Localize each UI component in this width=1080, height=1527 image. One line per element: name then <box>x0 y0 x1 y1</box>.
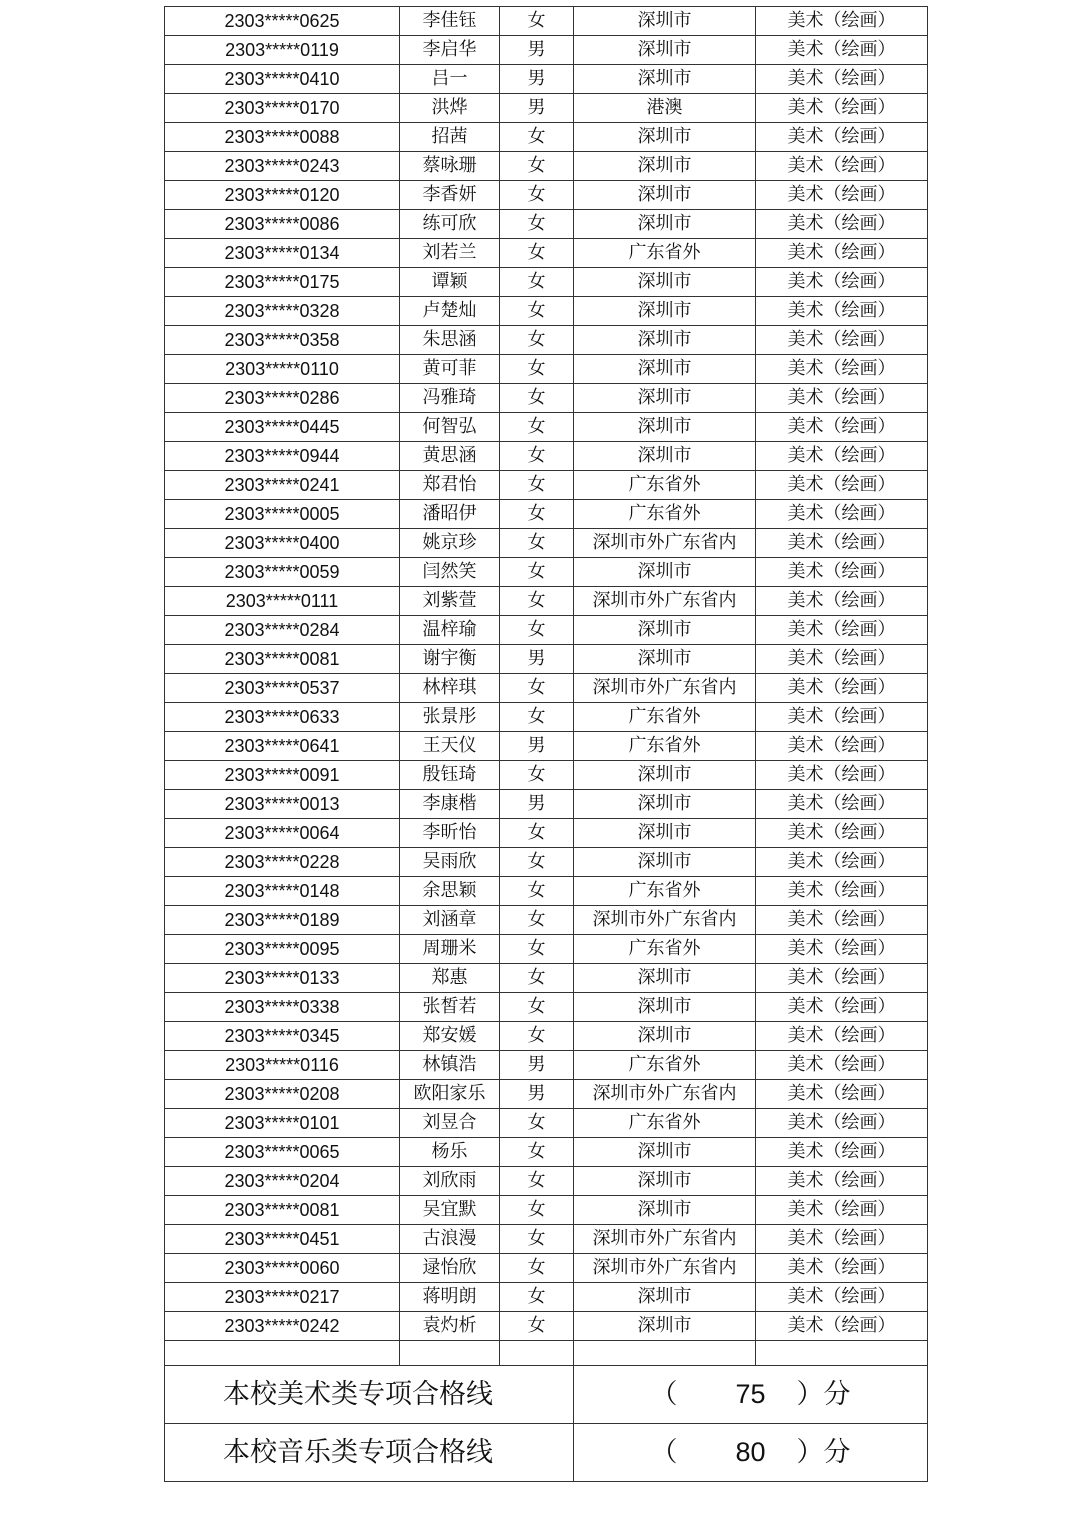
table-row <box>165 848 928 877</box>
gender-cell: 女 <box>500 1138 574 1167</box>
region-cell: 深圳市 <box>574 964 756 993</box>
category-cell: 美术（绘画） <box>756 442 928 471</box>
gender-cell: 女 <box>500 558 574 587</box>
table-row <box>165 297 928 326</box>
gender-cell: 女 <box>500 297 574 326</box>
region-cell: 广东省外 <box>574 703 756 732</box>
category-cell: 美术（绘画） <box>756 964 928 993</box>
gender-cell: 女 <box>500 210 574 239</box>
category-cell: 美术（绘画） <box>756 790 928 819</box>
table-row <box>165 471 928 500</box>
gender-cell: 女 <box>500 384 574 413</box>
region-cell: 深圳市 <box>574 761 756 790</box>
region-cell: 深圳市 <box>574 993 756 1022</box>
table-row <box>165 1080 928 1109</box>
student-id-cell: 2303*****0345 <box>165 1022 400 1051</box>
table-row <box>165 674 928 703</box>
category-cell: 美术（绘画） <box>756 877 928 906</box>
table-row <box>165 1022 928 1051</box>
category-cell: 美术（绘画） <box>756 1196 928 1225</box>
student-id-cell: 2303*****0625 <box>165 7 400 36</box>
student-id-cell: 2303*****0286 <box>165 384 400 413</box>
region-cell: 广东省外 <box>574 935 756 964</box>
student-name-cell: 刘若兰 <box>400 239 500 268</box>
student-id-cell: 2303*****0081 <box>165 645 400 674</box>
table-row <box>165 1225 928 1254</box>
category-cell: 美术（绘画） <box>756 674 928 703</box>
gender-cell: 女 <box>500 1225 574 1254</box>
student-name-cell: 吕一 <box>400 65 500 94</box>
gender-cell: 女 <box>500 123 574 152</box>
music-passing-line-score-cell <box>574 1424 928 1482</box>
category-cell: 美术（绘画） <box>756 471 928 500</box>
category-cell: 美术（绘画） <box>756 210 928 239</box>
table-row <box>165 65 928 94</box>
region-cell: 深圳市 <box>574 558 756 587</box>
region-cell: 深圳市 <box>574 442 756 471</box>
student-id-cell: 2303*****0081 <box>165 1196 400 1225</box>
table-row <box>165 645 928 674</box>
category-cell: 美术（绘画） <box>756 1109 928 1138</box>
student-id-cell: 2303*****0110 <box>165 355 400 384</box>
student-id-cell: 2303*****0013 <box>165 790 400 819</box>
student-id-cell: 2303*****0328 <box>165 297 400 326</box>
gender-cell: 女 <box>500 964 574 993</box>
table-row <box>165 413 928 442</box>
student-name-cell: 朱思涵 <box>400 326 500 355</box>
student-name-cell: 林梓琪 <box>400 674 500 703</box>
table-row <box>165 7 928 36</box>
table-row <box>165 181 928 210</box>
table-row <box>165 703 928 732</box>
student-name-cell: 温梓瑜 <box>400 616 500 645</box>
blank-cell <box>756 1341 928 1366</box>
region-cell: 深圳市 <box>574 1022 756 1051</box>
student-id-cell: 2303*****0170 <box>165 94 400 123</box>
gender-cell: 女 <box>500 152 574 181</box>
table-row <box>165 1109 928 1138</box>
category-cell: 美术（绘画） <box>756 297 928 326</box>
student-id-cell: 2303*****0088 <box>165 123 400 152</box>
region-cell: 深圳市 <box>574 123 756 152</box>
category-cell: 美术（绘画） <box>756 1225 928 1254</box>
region-cell: 深圳市外广东省内 <box>574 1225 756 1254</box>
table-row <box>165 123 928 152</box>
close-paren-unit: ）分 <box>796 1437 851 1468</box>
student-name-cell: 欧阳家乐 <box>400 1080 500 1109</box>
gender-cell: 女 <box>500 1109 574 1138</box>
student-id-cell: 2303*****0241 <box>165 471 400 500</box>
student-id-cell: 2303*****0086 <box>165 210 400 239</box>
blank-cell <box>165 1341 400 1366</box>
qualified-list-table <box>164 6 928 1482</box>
category-cell: 美术（绘画） <box>756 268 928 297</box>
category-cell: 美术（绘画） <box>756 413 928 442</box>
gender-cell: 女 <box>500 442 574 471</box>
student-id-cell: 2303*****0148 <box>165 877 400 906</box>
student-name-cell: 杨乐 <box>400 1138 500 1167</box>
category-cell: 美术（绘画） <box>756 1138 928 1167</box>
table-row <box>165 1196 928 1225</box>
region-cell: 深圳市外广东省内 <box>574 674 756 703</box>
table-row <box>165 935 928 964</box>
category-cell: 美术（绘画） <box>756 529 928 558</box>
student-name-cell: 袁灼析 <box>400 1312 500 1341</box>
student-id-cell: 2303*****0633 <box>165 703 400 732</box>
gender-cell: 女 <box>500 1167 574 1196</box>
region-cell: 深圳市 <box>574 181 756 210</box>
gender-cell: 女 <box>500 819 574 848</box>
table-row <box>165 239 928 268</box>
music-passing-line-row <box>165 1424 928 1482</box>
student-id-cell: 2303*****0064 <box>165 819 400 848</box>
student-name-cell: 林镇浩 <box>400 1051 500 1080</box>
open-paren: （ <box>650 1437 678 1468</box>
table-row <box>165 877 928 906</box>
table-row <box>165 790 928 819</box>
student-name-cell: 闫然笑 <box>400 558 500 587</box>
student-name-cell: 逯怡欣 <box>400 1254 500 1283</box>
gender-cell: 女 <box>500 848 574 877</box>
region-cell: 深圳市 <box>574 326 756 355</box>
student-name-cell: 洪烨 <box>400 94 500 123</box>
student-id-cell: 2303*****0338 <box>165 993 400 1022</box>
student-id-cell: 2303*****0228 <box>165 848 400 877</box>
gender-cell: 女 <box>500 268 574 297</box>
student-id-cell: 2303*****0005 <box>165 500 400 529</box>
student-name-cell: 姚京珍 <box>400 529 500 558</box>
student-name-cell: 吴宜默 <box>400 1196 500 1225</box>
table-row <box>165 94 928 123</box>
student-name-cell: 谭颖 <box>400 268 500 297</box>
category-cell: 美术（绘画） <box>756 732 928 761</box>
region-cell: 深圳市 <box>574 268 756 297</box>
student-name-cell: 练可欣 <box>400 210 500 239</box>
student-name-cell: 李昕怡 <box>400 819 500 848</box>
student-name-cell: 黄思涵 <box>400 442 500 471</box>
category-cell: 美术（绘画） <box>756 1022 928 1051</box>
gender-cell: 女 <box>500 7 574 36</box>
category-cell: 美术（绘画） <box>756 1254 928 1283</box>
student-id-cell: 2303*****0101 <box>165 1109 400 1138</box>
student-name-cell: 周珊米 <box>400 935 500 964</box>
category-cell: 美术（绘画） <box>756 993 928 1022</box>
gender-cell: 女 <box>500 1283 574 1312</box>
table-row <box>165 1254 928 1283</box>
category-cell: 美术（绘画） <box>756 500 928 529</box>
student-id-cell: 2303*****0641 <box>165 732 400 761</box>
gender-cell: 女 <box>500 500 574 529</box>
gender-cell: 男 <box>500 1051 574 1080</box>
student-name-cell: 何智弘 <box>400 413 500 442</box>
region-cell: 深圳市 <box>574 1283 756 1312</box>
region-cell: 深圳市 <box>574 1138 756 1167</box>
table-row <box>165 587 928 616</box>
open-paren: （ <box>650 1379 678 1410</box>
region-cell: 广东省外 <box>574 877 756 906</box>
blank-cell <box>500 1341 574 1366</box>
category-cell: 美术（绘画） <box>756 123 928 152</box>
student-name-cell: 李启华 <box>400 36 500 65</box>
blank-row <box>165 1341 928 1366</box>
category-cell: 美术（绘画） <box>756 239 928 268</box>
student-id-cell: 2303*****0537 <box>165 674 400 703</box>
student-id-cell: 2303*****0059 <box>165 558 400 587</box>
student-name-cell: 郑惠 <box>400 964 500 993</box>
student-name-cell: 郑安媛 <box>400 1022 500 1051</box>
region-cell: 深圳市 <box>574 210 756 239</box>
student-name-cell: 张皙若 <box>400 993 500 1022</box>
table-row <box>165 529 928 558</box>
category-cell: 美术（绘画） <box>756 935 928 964</box>
student-name-cell: 卢楚灿 <box>400 297 500 326</box>
gender-cell: 女 <box>500 703 574 732</box>
blank-cell <box>574 1341 756 1366</box>
gender-cell: 女 <box>500 674 574 703</box>
table-row <box>165 964 928 993</box>
category-cell: 美术（绘画） <box>756 819 928 848</box>
category-cell: 美术（绘画） <box>756 906 928 935</box>
category-cell: 美术（绘画） <box>756 1051 928 1080</box>
region-cell: 深圳市 <box>574 297 756 326</box>
gender-cell: 女 <box>500 1196 574 1225</box>
gender-cell: 女 <box>500 181 574 210</box>
region-cell: 深圳市 <box>574 616 756 645</box>
gender-cell: 女 <box>500 993 574 1022</box>
region-cell: 广东省外 <box>574 500 756 529</box>
student-name-cell: 李香妍 <box>400 181 500 210</box>
student-name-cell: 招茜 <box>400 123 500 152</box>
art-passing-score: 75 <box>735 1379 766 1409</box>
region-cell: 广东省外 <box>574 239 756 268</box>
student-name-cell: 古浪漫 <box>400 1225 500 1254</box>
category-cell: 美术（绘画） <box>756 848 928 877</box>
student-name-cell: 吴雨欣 <box>400 848 500 877</box>
student-id-cell: 2303*****0095 <box>165 935 400 964</box>
category-cell: 美术（绘画） <box>756 7 928 36</box>
table-row <box>165 1167 928 1196</box>
table-row <box>165 1312 928 1341</box>
region-cell: 深圳市外广东省内 <box>574 1080 756 1109</box>
region-cell: 深圳市 <box>574 355 756 384</box>
gender-cell: 女 <box>500 935 574 964</box>
student-id-cell: 2303*****0451 <box>165 1225 400 1254</box>
student-name-cell: 余思颖 <box>400 877 500 906</box>
region-cell: 深圳市 <box>574 65 756 94</box>
category-cell: 美术（绘画） <box>756 1080 928 1109</box>
region-cell: 深圳市 <box>574 645 756 674</box>
category-cell: 美术（绘画） <box>756 558 928 587</box>
region-cell: 深圳市 <box>574 848 756 877</box>
student-id-cell: 2303*****0091 <box>165 761 400 790</box>
region-cell: 广东省外 <box>574 471 756 500</box>
student-id-cell: 2303*****0208 <box>165 1080 400 1109</box>
student-name-cell: 蒋明朗 <box>400 1283 500 1312</box>
student-name-cell: 郑君怡 <box>400 471 500 500</box>
category-cell: 美术（绘画） <box>756 1312 928 1341</box>
table-row <box>165 355 928 384</box>
category-cell: 美术（绘画） <box>756 616 928 645</box>
student-id-cell: 2303*****0189 <box>165 906 400 935</box>
student-name-cell: 刘欣雨 <box>400 1167 500 1196</box>
student-id-cell: 2303*****0119 <box>165 36 400 65</box>
student-id-cell: 2303*****0242 <box>165 1312 400 1341</box>
gender-cell: 男 <box>500 94 574 123</box>
gender-cell: 女 <box>500 1022 574 1051</box>
region-cell: 广东省外 <box>574 1051 756 1080</box>
region-cell: 深圳市 <box>574 819 756 848</box>
category-cell: 美术（绘画） <box>756 384 928 413</box>
table-row <box>165 1283 928 1312</box>
student-id-cell: 2303*****0204 <box>165 1167 400 1196</box>
student-name-cell: 王天仪 <box>400 732 500 761</box>
art-passing-line-label: 本校美术类专项合格线 <box>165 1366 574 1424</box>
category-cell: 美术（绘画） <box>756 36 928 65</box>
gender-cell: 女 <box>500 1254 574 1283</box>
table-row <box>165 616 928 645</box>
category-cell: 美术（绘画） <box>756 355 928 384</box>
student-id-cell: 2303*****0944 <box>165 442 400 471</box>
gender-cell: 男 <box>500 36 574 65</box>
student-name-cell: 黄可菲 <box>400 355 500 384</box>
table-row <box>165 732 928 761</box>
art-passing-line-row <box>165 1366 928 1424</box>
region-cell: 港澳 <box>574 94 756 123</box>
table-row <box>165 268 928 297</box>
region-cell: 深圳市外广东省内 <box>574 906 756 935</box>
gender-cell: 女 <box>500 1312 574 1341</box>
table-row <box>165 152 928 181</box>
student-id-cell: 2303*****0111 <box>165 587 400 616</box>
table-row <box>165 500 928 529</box>
region-cell: 深圳市外广东省内 <box>574 587 756 616</box>
student-id-cell: 2303*****0358 <box>165 326 400 355</box>
table-row <box>165 384 928 413</box>
gender-cell: 男 <box>500 65 574 94</box>
table-row <box>165 558 928 587</box>
gender-cell: 女 <box>500 355 574 384</box>
gender-cell: 女 <box>500 616 574 645</box>
student-id-cell: 2303*****0284 <box>165 616 400 645</box>
close-paren-unit: ）分 <box>796 1379 851 1410</box>
category-cell: 美术（绘画） <box>756 1167 928 1196</box>
region-cell: 深圳市外广东省内 <box>574 529 756 558</box>
gender-cell: 女 <box>500 587 574 616</box>
table-row <box>165 326 928 355</box>
region-cell: 广东省外 <box>574 1109 756 1138</box>
student-id-cell: 2303*****0060 <box>165 1254 400 1283</box>
table-row <box>165 1138 928 1167</box>
table-row <box>165 36 928 65</box>
region-cell: 深圳市 <box>574 1167 756 1196</box>
student-id-cell: 2303*****0120 <box>165 181 400 210</box>
music-passing-line-label: 本校音乐类专项合格线 <box>165 1424 574 1482</box>
table-row <box>165 993 928 1022</box>
student-name-cell: 殷钰琦 <box>400 761 500 790</box>
category-cell: 美术（绘画） <box>756 645 928 674</box>
student-name-cell: 刘昱合 <box>400 1109 500 1138</box>
gender-cell: 女 <box>500 326 574 355</box>
music-passing-score: 80 <box>735 1437 766 1467</box>
student-id-cell: 2303*****0133 <box>165 964 400 993</box>
gender-cell: 女 <box>500 761 574 790</box>
student-id-cell: 2303*****0400 <box>165 529 400 558</box>
region-cell: 深圳市 <box>574 152 756 181</box>
region-cell: 深圳市 <box>574 36 756 65</box>
category-cell: 美术（绘画） <box>756 587 928 616</box>
table-row <box>165 761 928 790</box>
category-cell: 美术（绘画） <box>756 703 928 732</box>
gender-cell: 女 <box>500 413 574 442</box>
region-cell: 深圳市 <box>574 790 756 819</box>
student-id-cell: 2303*****0410 <box>165 65 400 94</box>
gender-cell: 女 <box>500 877 574 906</box>
gender-cell: 女 <box>500 471 574 500</box>
gender-cell: 女 <box>500 906 574 935</box>
student-name-cell: 李康楷 <box>400 790 500 819</box>
region-cell: 深圳市 <box>574 7 756 36</box>
category-cell: 美术（绘画） <box>756 326 928 355</box>
category-cell: 美术（绘画） <box>756 1283 928 1312</box>
table-row <box>165 1051 928 1080</box>
student-name-cell: 刘紫萱 <box>400 587 500 616</box>
gender-cell: 女 <box>500 529 574 558</box>
gender-cell: 女 <box>500 239 574 268</box>
category-cell: 美术（绘画） <box>756 181 928 210</box>
gender-cell: 男 <box>500 645 574 674</box>
student-name-cell: 潘昭伊 <box>400 500 500 529</box>
category-cell: 美术（绘画） <box>756 152 928 181</box>
student-id-cell: 2303*****0175 <box>165 268 400 297</box>
table-row <box>165 442 928 471</box>
gender-cell: 男 <box>500 790 574 819</box>
student-name-cell: 张景彤 <box>400 703 500 732</box>
category-cell: 美术（绘画） <box>756 761 928 790</box>
student-name-cell: 谢宇衡 <box>400 645 500 674</box>
table-row <box>165 819 928 848</box>
table-row <box>165 210 928 239</box>
student-name-cell: 李佳钰 <box>400 7 500 36</box>
student-name-cell: 刘涵章 <box>400 906 500 935</box>
student-id-cell: 2303*****0243 <box>165 152 400 181</box>
table-body <box>165 7 928 1482</box>
student-id-cell: 2303*****0065 <box>165 1138 400 1167</box>
blank-cell <box>400 1341 500 1366</box>
region-cell: 深圳市 <box>574 413 756 442</box>
region-cell: 深圳市 <box>574 1196 756 1225</box>
region-cell: 深圳市 <box>574 384 756 413</box>
region-cell: 深圳市 <box>574 1312 756 1341</box>
region-cell: 广东省外 <box>574 732 756 761</box>
student-id-cell: 2303*****0445 <box>165 413 400 442</box>
student-name-cell: 冯雅琦 <box>400 384 500 413</box>
region-cell: 深圳市外广东省内 <box>574 1254 756 1283</box>
student-id-cell: 2303*****0217 <box>165 1283 400 1312</box>
student-name-cell: 蔡咏珊 <box>400 152 500 181</box>
table-row <box>165 906 928 935</box>
gender-cell: 男 <box>500 1080 574 1109</box>
category-cell: 美术（绘画） <box>756 65 928 94</box>
gender-cell: 男 <box>500 732 574 761</box>
student-id-cell: 2303*****0134 <box>165 239 400 268</box>
student-id-cell: 2303*****0116 <box>165 1051 400 1080</box>
category-cell: 美术（绘画） <box>756 94 928 123</box>
art-passing-line-score-cell <box>574 1366 928 1424</box>
